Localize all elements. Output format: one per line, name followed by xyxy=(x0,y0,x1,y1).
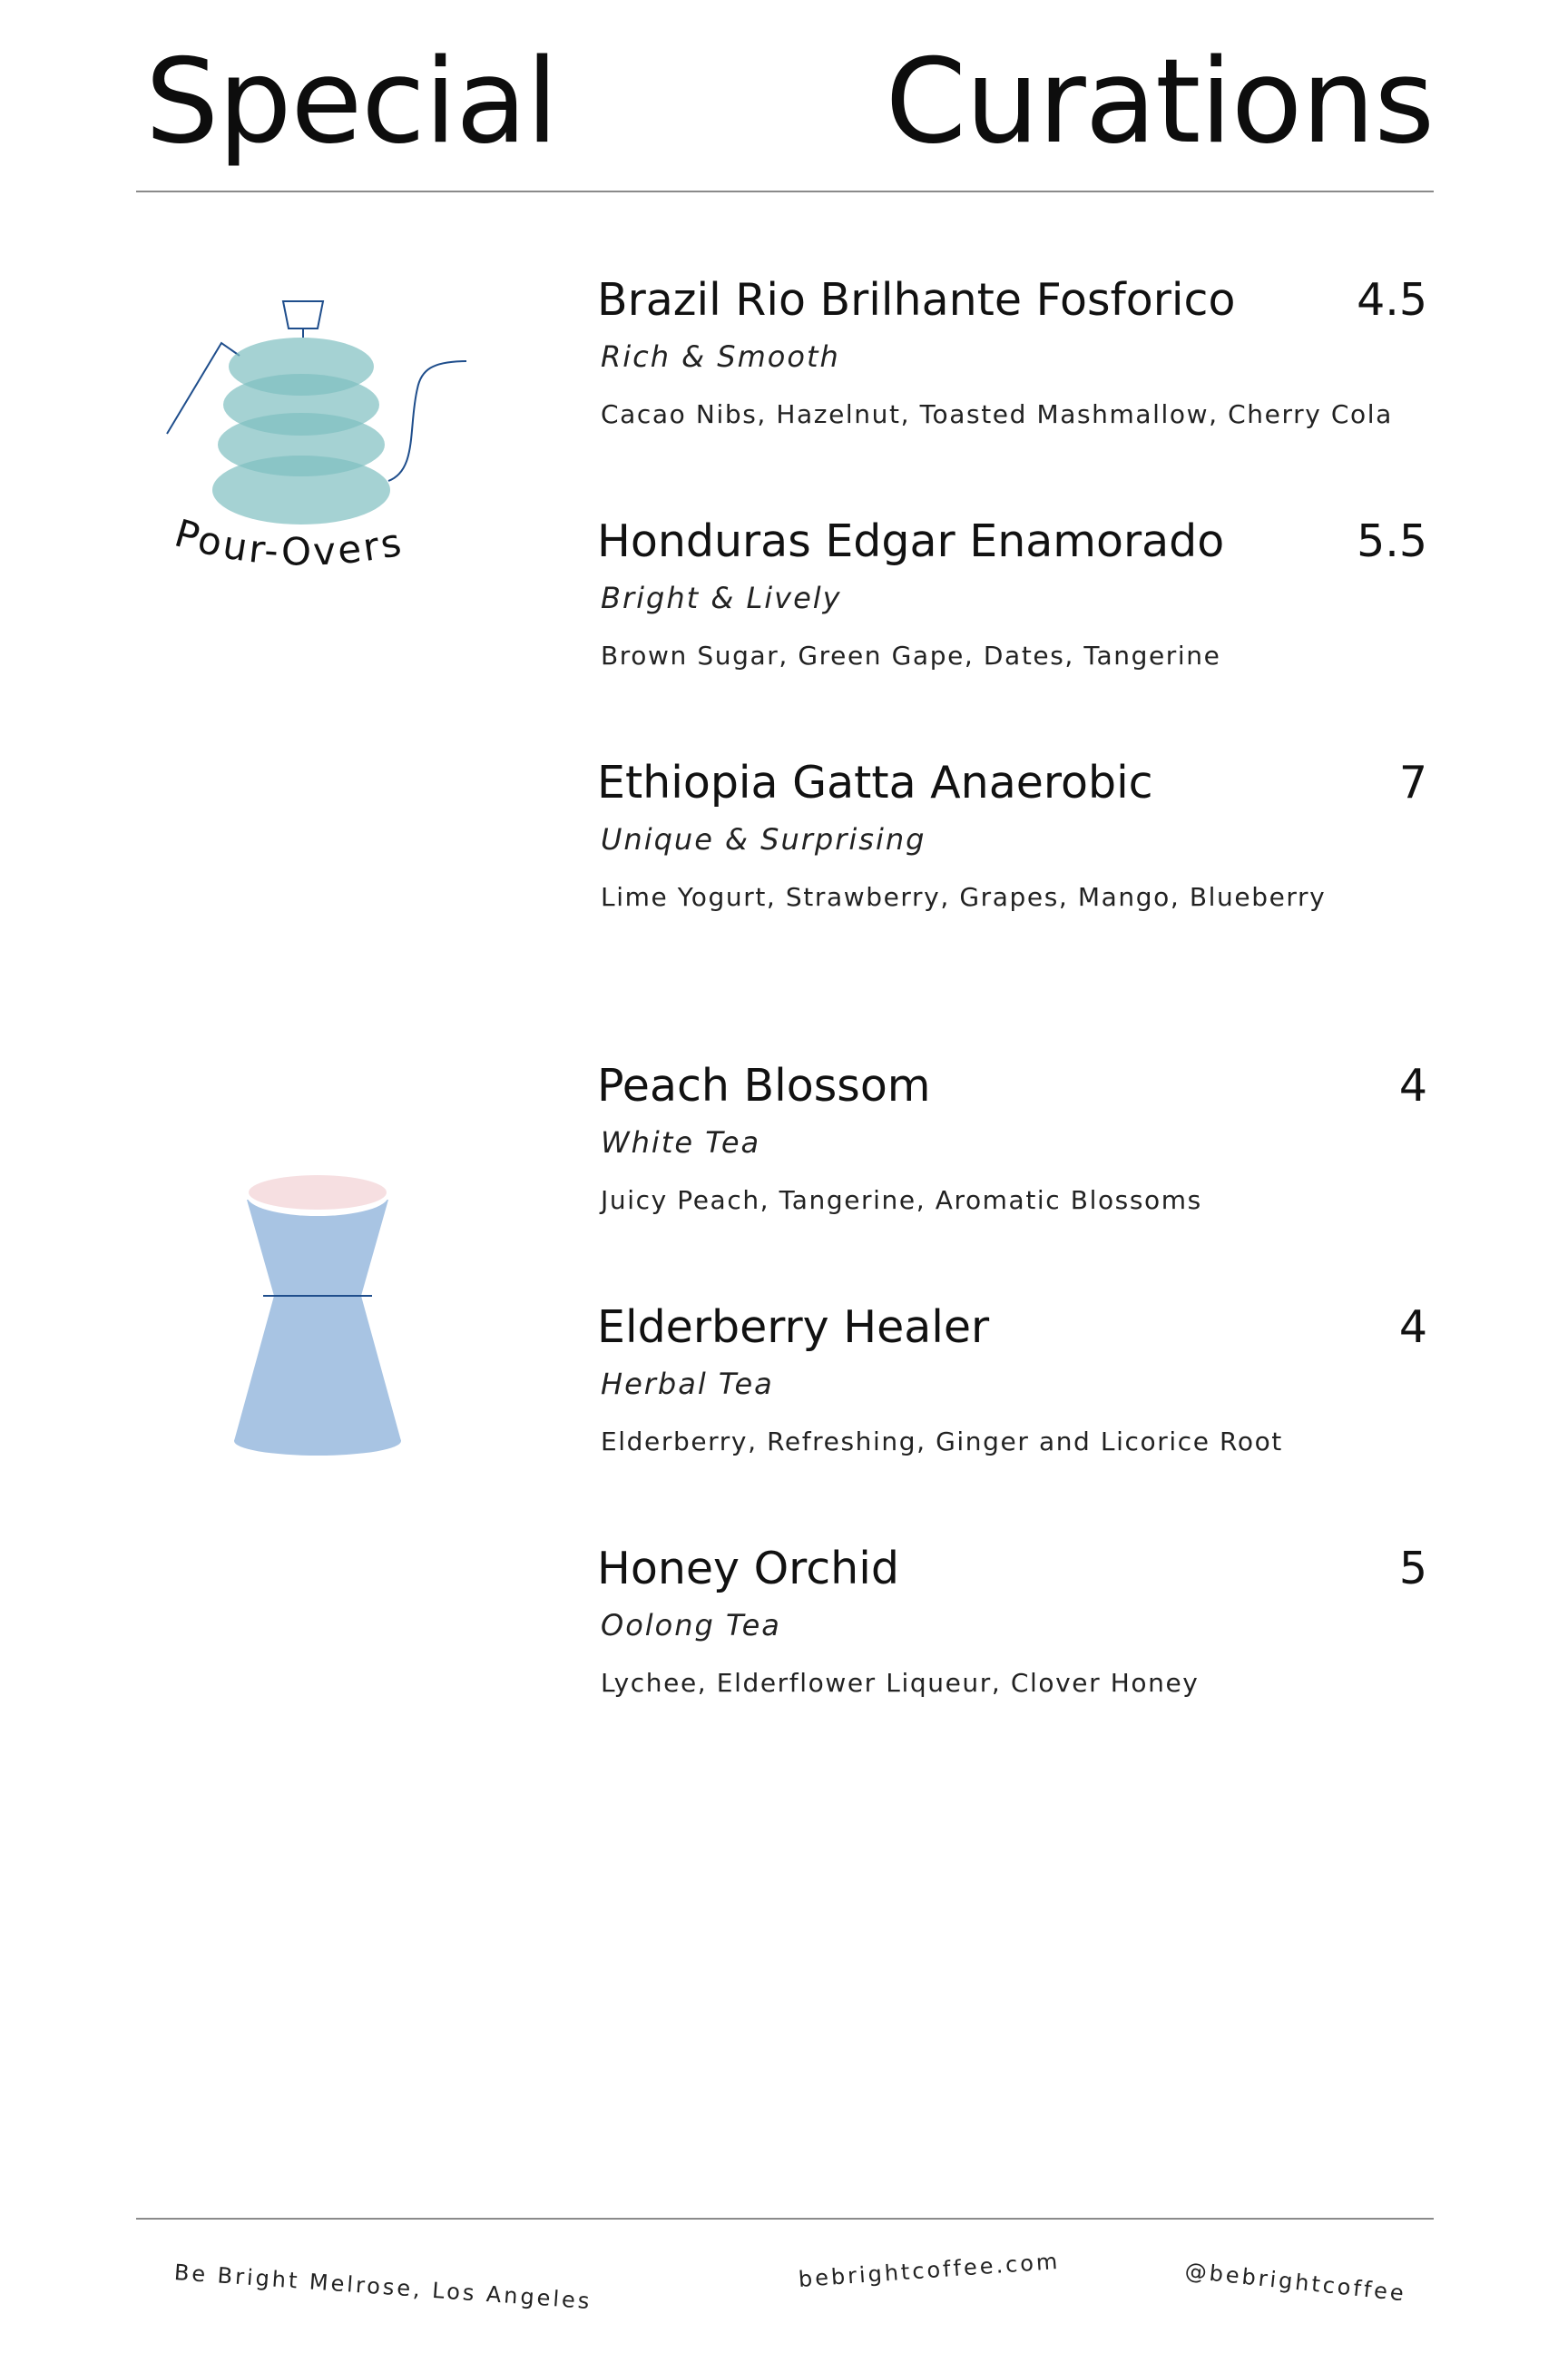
item-style: Unique & Surprising xyxy=(601,822,926,857)
page-title-curations: Curations xyxy=(885,34,1434,170)
item-tasting-notes: Brown Sugar, Green Gape, Dates, Tangerine xyxy=(601,641,1221,671)
item-price: 5.5 xyxy=(1357,515,1427,567)
menu-item xyxy=(597,1541,1434,1750)
footer-website: bebrightcoffee.com xyxy=(798,2248,1062,2292)
footer-divider xyxy=(136,2218,1434,2220)
item-name: Ethiopia Gatta Anaerobic xyxy=(597,757,1153,809)
menu-item xyxy=(597,1058,1434,1267)
menu-item xyxy=(597,272,1434,481)
item-price: 4 xyxy=(1398,1301,1427,1353)
item-style: Herbal Tea xyxy=(601,1367,774,1401)
menu-item xyxy=(597,755,1434,964)
item-name: Peach Blossom xyxy=(597,1060,931,1112)
footer-social-handle: @bebrightcoffee xyxy=(1183,2258,1408,2307)
item-style: Oolong Tea xyxy=(601,1608,781,1642)
item-tasting-notes: Cacao Nibs, Hazelnut, Toasted Mashmallow, Cherry Cola xyxy=(601,399,1393,429)
footer-location: Be Bright Melrose, Los Angeles xyxy=(173,2260,593,2315)
menu-item xyxy=(597,1299,1434,1508)
item-name: Elderberry Healer xyxy=(597,1301,990,1353)
menu-item xyxy=(597,514,1434,722)
item-tasting-notes: Lime Yogurt, Strawberry, Grapes, Mango, Blueberry xyxy=(601,882,1327,912)
item-name: Honey Orchid xyxy=(597,1543,899,1594)
item-style: Rich & Smooth xyxy=(601,339,840,374)
item-tasting-notes: Lychee, Elderflower Liqueur, Clover Honey xyxy=(601,1668,1200,1698)
item-price: 5 xyxy=(1398,1543,1427,1594)
item-name: Honduras Edgar Enamorado xyxy=(597,515,1225,567)
pour-over-kettle-icon xyxy=(145,272,490,599)
item-tasting-notes: Juicy Peach, Tangerine, Aromatic Blossoms xyxy=(601,1185,1202,1215)
item-tasting-notes: Elderberry, Refreshing, Ginger and Licorice Root xyxy=(601,1427,1283,1456)
item-price: 7 xyxy=(1398,757,1427,809)
item-price: 4 xyxy=(1398,1060,1427,1112)
item-price: 4.5 xyxy=(1357,274,1427,326)
item-style: Bright & Lively xyxy=(601,581,842,615)
header-divider xyxy=(136,191,1434,192)
page-title-special: Special xyxy=(145,34,558,170)
tea-jigger-icon xyxy=(218,1152,417,1470)
pour-overs-label: Pour-Overs xyxy=(170,510,407,574)
item-style: White Tea xyxy=(601,1125,761,1160)
item-name: Brazil Rio Brilhante Fosforico xyxy=(597,274,1236,326)
